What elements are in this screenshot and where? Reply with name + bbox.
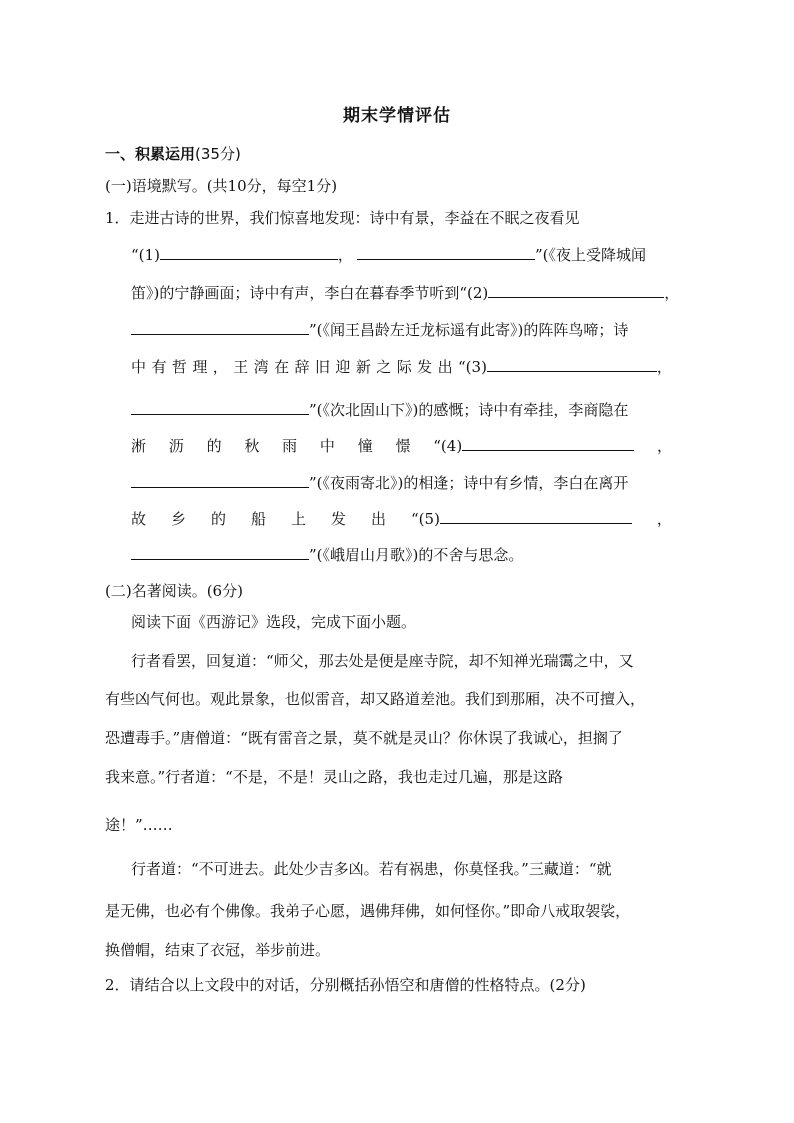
q1-line-3 (131, 283, 679, 303)
blank-4-label: “(4) (433, 437, 463, 455)
passage-1-line-5: 途！”…… (105, 816, 173, 834)
blank-3-label: “(3) (458, 358, 487, 376)
q1-line-8-text: ”(《夜雨寄北》)的相逢；诗中有乡情，李白在离开 (309, 474, 629, 492)
char: 际 (396, 358, 412, 376)
passage-2-line-3: 换僧帽，结束了衣冠，举步前进。 (105, 941, 331, 959)
q2-text: 2．请结合以上文段中的对话，分别概括孙悟空和唐僧的性格特点。(2分) (105, 976, 586, 994)
char: 理 (192, 358, 208, 376)
q1-line-7 (131, 436, 672, 456)
char: ， (212, 358, 228, 376)
blank-2b[interactable] (131, 320, 309, 335)
blank-5b[interactable] (131, 545, 309, 560)
char: 发 (417, 358, 433, 376)
char: 船 (251, 510, 267, 528)
char: 出 (437, 358, 453, 376)
section-1-score: (35分) (195, 145, 241, 163)
char: 之 (376, 358, 392, 376)
char: 故 (131, 510, 147, 528)
q1-line-5 (131, 357, 672, 377)
blank-5a[interactable] (440, 509, 632, 524)
comma: ， (656, 510, 672, 528)
passage-1-line-1: 行者看罢，回复道：“师父，那去处是便是座寺院，却不知禅光瑞霭之中，又 (131, 652, 634, 670)
char: 湾 (253, 358, 269, 376)
blank-1-label: “(1) (131, 246, 160, 264)
comma: ， (337, 246, 353, 264)
char: 淅 (131, 437, 147, 455)
char: 乡 (171, 510, 187, 528)
char: 中 (131, 358, 147, 376)
char: 憬 (395, 437, 411, 455)
char: 在 (274, 358, 290, 376)
char: 迎 (335, 358, 351, 376)
blank-3a[interactable] (487, 357, 657, 372)
blank-4a[interactable] (462, 436, 634, 451)
q1-line-2-tail: ”(《夜上受降城闻 (534, 246, 646, 264)
passage-1-line-2: 有些凶气何也。观此景象，也似雷音，却又路道差池。我们到那厢，决不可擅入， (105, 690, 646, 708)
blank-1a[interactable] (160, 245, 338, 260)
q1-line-6-text: ”(《次北固山下》)的感慨；诗中有牵挂，李商隐在 (309, 401, 629, 419)
blank-3a-group (458, 357, 672, 377)
q1-line-3-text: 笛》)的宁静画面；诗中有声，李白在暮春季节听到“(2) (131, 284, 489, 302)
q1-line-10-text: ”(《峨眉山月歌》)的不舍与思念。 (309, 546, 524, 564)
char: 辞 (294, 358, 310, 376)
char: 有 (151, 358, 167, 376)
section-1-title: 一、积累运用 (105, 145, 196, 163)
char: 憧 (357, 437, 373, 455)
char: 出 (371, 510, 387, 528)
char: 王 (233, 358, 249, 376)
char: 秋 (244, 437, 260, 455)
part-1-heading: (一)语境默写。(共10分，每空1分) (105, 177, 338, 195)
part-2-heading: (二)名著阅读。(6分) (105, 582, 243, 600)
char: 中 (319, 437, 335, 455)
q1-line-6 (131, 400, 628, 420)
char: 旧 (314, 358, 330, 376)
q1-line-8 (131, 473, 628, 493)
q1-line-2 (131, 245, 646, 265)
reading-intro: 阅读下面《西游记》选段，完成下面小题。 (131, 613, 417, 631)
char: 的 (211, 510, 227, 528)
char: 新 (355, 358, 371, 376)
blank-5a-group (411, 509, 632, 529)
q1-line-9 (131, 509, 672, 529)
blank-2a[interactable] (488, 283, 664, 298)
char: 沥 (168, 437, 184, 455)
comma: ， (656, 358, 672, 376)
comma: ， (664, 284, 680, 302)
passage-1-line-4: 我来意。”行者道：“不是，不是！灵山之路，我也走过几遍，那是这路 (105, 768, 563, 786)
q1-line-1: 1．走进古诗的世界，我们惊喜地发现：诗中有景，李益在不眠之夜看见 (105, 209, 580, 227)
char: 上 (291, 510, 307, 528)
comma: ， (656, 437, 672, 455)
blank-1b[interactable] (357, 245, 535, 260)
char: 的 (206, 437, 222, 455)
passage-1-line-3: 恐遭毒手。”唐僧道：“既有雷音之景，莫不就是灵山？你休误了我诚心，担搁了 (105, 729, 623, 747)
blank-4b[interactable] (131, 473, 309, 488)
char: 哲 (171, 358, 187, 376)
page-title: 期末学情评估 (343, 106, 451, 126)
blank-5-label: “(5) (411, 510, 440, 528)
passage-2-line-2: 是无佛，也必有个佛像。我弟子心愿，遇佛拜佛，如何怪你。”即命八戒取袈裟， (105, 902, 631, 920)
passage-2-line-1: 行者道：“不可进去。此处少吉多凶。若有祸患，你莫怪我。”三藏道：“就 (131, 860, 612, 878)
q1-line-10 (131, 545, 523, 565)
blank-3b[interactable] (131, 400, 309, 415)
section-1-heading (105, 144, 241, 164)
q1-line-4 (131, 320, 628, 340)
q1-line-4-text: ”(《闻王昌龄左迁龙标遥有此寄》)的阵阵鸟啼；诗 (309, 321, 629, 339)
char: 发 (331, 510, 347, 528)
blank-4a-group (433, 436, 634, 456)
char: 雨 (282, 437, 298, 455)
